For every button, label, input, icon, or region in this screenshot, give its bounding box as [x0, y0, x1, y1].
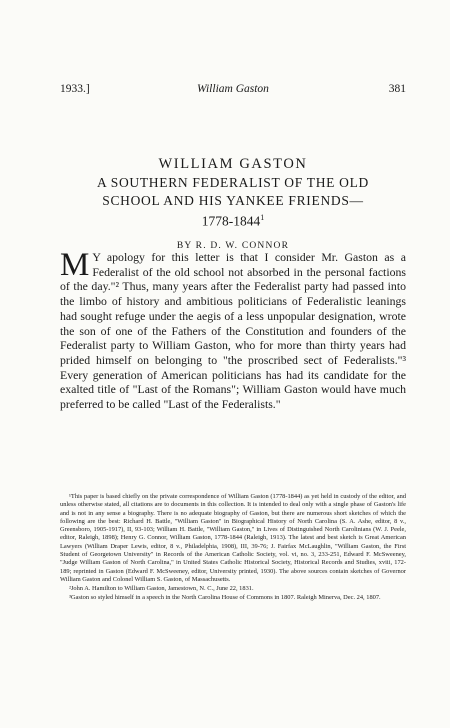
running-head-title: William Gaston	[197, 83, 269, 95]
page-number: 381	[388, 83, 406, 95]
drop-cap: M	[60, 247, 90, 283]
footnote-2: ²John A. Hamilton to William Gaston, Jamestown, N. C., June 22, 1831.	[69, 584, 254, 592]
article-title: WILLIAM GASTON	[158, 156, 308, 172]
byline: BY R. D. W. CONNOR	[176, 240, 290, 251]
footnotes	[60, 493, 406, 603]
footnote-1: ¹This paper is based chiefly on the private correspondence of William Gaston (1778-1844) as yet held in custody of the editor, and unless otherwise stated, all citations are to documents in this collection. It is intended to deal only with a single phase of Gaston's life and is not in any sense a biography. There is no adequate biography of Gaston, but there are numerous short sketches of which the following are the best: Richard H. Battle, "William Gaston" in Biographical History of North Carolina (S. A. Ashe, editor, 8 v., Greensboro, 1905-1917), II, 93-103; William H. Battle, "William Gaston," in Lives of Distinguished North Carolinians (W. J. Peele, editor, Raleigh, 1898); Henry G. Connor, William Gaston, 1778-1844 (Raleigh, 1913). The latest and best sketch is Great American Lawyers (William Draper Lewis, editor, 8 v., Philadelphia, 1908), III, 39-76; J. Fairfax McLaughlin, "William Gaston, the First Student of Georgetown University" in Records of the American Catholic Society, vol. vi, no. 3, 233-251, Edward F. McSweeney, "Judge William Gaston of North Carolina," in United States Catholic Historical Society, Historical Records and Studies, xviii, 172-189; reprinted in Gaston (Edward F. McSweeney, editor, University printed, 1930). The above sources contain sketches of Governor William Gaston and Colonel William S. Gaston, of Massachusetts.	[60, 493, 406, 583]
article-dates	[60, 209, 406, 230]
article-heading	[60, 155, 406, 251]
running-head-year: 1933.]	[60, 83, 90, 95]
article-subtitle-line-2: SCHOOL AND HIS YANKEE FRIENDS—	[102, 193, 364, 208]
body-paragraph-text: Y apology for this letter is that I consider Mr. Gaston as a Federalist of the old school not absorbed in the personal factions of the day."² Thus, many years after the Federalist party had passed into the limbo of history and ambitious politicians of Federalistic leanings had sought refuge under the aegis of a less unpopular designation, wrote the son of one of the Fathers of the Constitution and founders of the Federalist party to William Gaston, who for more than thirty years had prided himself on belonging to "the proscribed sect of Federalists."³ Every generation of American politicians has had its candidate for the exalted title of "Last of the Romans"; William Gaston would have much preferred to be called "Last of the Federalists."	[60, 250, 406, 412]
footnote-3: ³Gaston so styled himself in a speech in the North Carolina House of Commons in 1807. Raleigh Minerva, Dec. 24, 1807.	[69, 593, 381, 601]
body-text	[60, 247, 406, 412]
running-head	[60, 83, 406, 99]
body-paragraph	[60, 247, 406, 412]
dates-text: 1778-1844	[201, 213, 261, 229]
dates-footnote-marker: 1	[260, 213, 265, 222]
article-subtitle-line-1: A SOUTHERN FEDERALIST OF THE OLD	[96, 175, 370, 190]
